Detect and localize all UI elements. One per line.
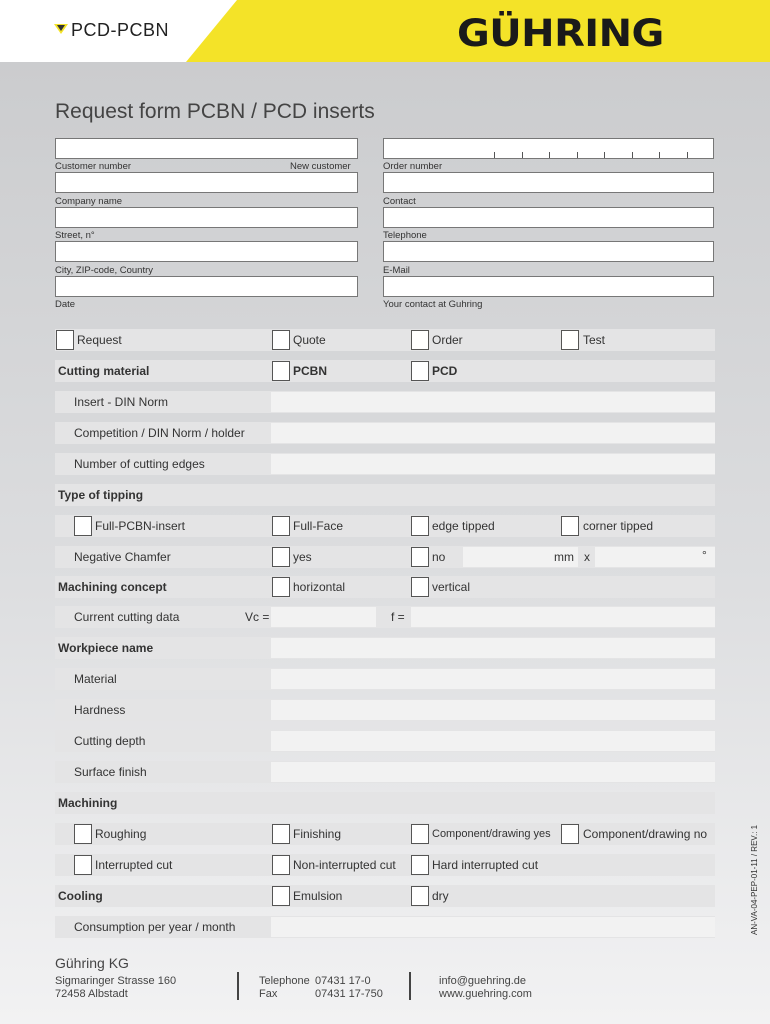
telephone-label: Telephone	[383, 230, 427, 241]
workpiece-label: Workpiece name	[58, 641, 154, 655]
interrupted-cut-label: Interrupted cut	[95, 858, 173, 872]
pcd-label: PCD	[432, 364, 458, 378]
non-interrupted-checkbox[interactable]	[272, 855, 290, 875]
email-field[interactable]	[383, 241, 714, 262]
footer-address	[55, 975, 176, 1001]
footer-street: Sigmaringer Strasse 160	[55, 975, 177, 987]
contact-label: Contact	[383, 196, 416, 207]
customer-number-field[interactable]	[55, 138, 358, 159]
machining-header-row	[55, 792, 715, 814]
email-label: E-Mail	[383, 265, 410, 276]
contact-field[interactable]	[383, 172, 714, 193]
footer-city: 72458 Albstadt	[55, 988, 128, 1000]
dry-checkbox[interactable]	[411, 886, 429, 906]
cutting-material-row	[55, 360, 715, 382]
customer-number-label: Customer number	[55, 161, 132, 172]
cooling-row	[55, 885, 715, 907]
competition-input[interactable]	[271, 423, 715, 443]
chamfer-mm-unit: mm	[554, 550, 574, 564]
footer-fax-label: Fax	[259, 988, 278, 1000]
footer-fax: 07431 17-750	[315, 988, 383, 1000]
material-input[interactable]	[271, 669, 715, 689]
company-name-field[interactable]	[55, 172, 358, 193]
order-number-label: Order number	[383, 161, 443, 172]
street-label: Street, n°	[55, 230, 95, 241]
footer-email[interactable]: info@guehring.de	[439, 975, 527, 987]
footer-tel: 07431 17-0	[315, 975, 371, 987]
corner-tipped-checkbox[interactable]	[561, 516, 579, 536]
new-customer-label: New customer	[290, 161, 351, 172]
workpiece-input[interactable]	[271, 638, 715, 658]
footer-website[interactable]: www.guehring.com	[439, 988, 532, 1000]
full-pcbn-label: Full-PCBN-insert	[95, 519, 186, 533]
full-face-checkbox[interactable]	[272, 516, 290, 536]
chamfer-x-label: x	[584, 550, 590, 564]
chamfer-no-label: no	[432, 550, 446, 564]
emulsion-checkbox[interactable]	[272, 886, 290, 906]
footer-phone-values	[315, 975, 383, 1001]
test-label: Test	[583, 333, 606, 347]
f-input[interactable]	[411, 607, 715, 627]
finishing-label: Finishing	[293, 827, 342, 841]
footer-divider-1	[237, 972, 239, 1000]
cutting-material-label: Cutting material	[58, 364, 150, 378]
order-checkbox[interactable]	[411, 330, 429, 350]
header	[0, 0, 770, 62]
chamfer-no-checkbox[interactable]	[411, 547, 429, 567]
component-yes-label: Component/drawing yes	[432, 828, 551, 840]
component-no-checkbox[interactable]	[561, 824, 579, 844]
vertical-label: vertical	[432, 580, 471, 594]
machining-concept-label: Machining concept	[58, 580, 167, 594]
page-title: Request form PCBN / PCD inserts	[55, 100, 375, 123]
order-number-field[interactable]	[383, 138, 714, 159]
order-number-ticks	[384, 152, 713, 158]
cutting-edges-label: Number of cutting edges	[74, 457, 205, 471]
surface-finish-input[interactable]	[271, 762, 715, 782]
cutting-data-label: Current cutting data	[74, 610, 180, 624]
pcd-pcbn-logo: PCD-PCBN	[54, 20, 169, 41]
chamfer-label: Negative Chamfer	[74, 550, 171, 564]
triangle-logo-icon	[54, 24, 68, 34]
vertical-checkbox[interactable]	[411, 577, 429, 597]
interrupted-cut-checkbox[interactable]	[74, 855, 92, 875]
hard-interrupted-label: Hard interrupted cut	[432, 858, 539, 872]
edge-tipped-label: edge tipped	[432, 519, 495, 533]
consumption-input[interactable]	[271, 917, 715, 937]
non-interrupted-label: Non-interrupted cut	[293, 858, 396, 872]
machining-label: Machining	[58, 796, 118, 810]
cutting-edges-input[interactable]	[271, 454, 715, 474]
vc-input[interactable]	[271, 607, 376, 627]
finishing-checkbox[interactable]	[272, 824, 290, 844]
competition-label: Competition / DIN Norm / holder	[74, 426, 245, 440]
telephone-field[interactable]	[383, 207, 714, 228]
quote-checkbox[interactable]	[272, 330, 290, 350]
component-yes-checkbox[interactable]	[411, 824, 429, 844]
edge-tipped-checkbox[interactable]	[411, 516, 429, 536]
hard-interrupted-checkbox[interactable]	[411, 855, 429, 875]
cutting-depth-label: Cutting depth	[74, 734, 146, 748]
vc-label: Vc =	[245, 610, 270, 624]
hardness-input[interactable]	[271, 700, 715, 720]
pcd-checkbox[interactable]	[411, 361, 429, 381]
test-checkbox[interactable]	[561, 330, 579, 350]
dry-label: dry	[432, 889, 449, 903]
corner-tipped-label: corner tipped	[583, 519, 654, 533]
chamfer-yes-label: yes	[293, 550, 312, 564]
request-type-row	[55, 329, 715, 351]
guhring-logo: GÜHRING	[457, 12, 664, 55]
emulsion-label: Emulsion	[293, 889, 343, 903]
date-label: Date	[55, 299, 76, 310]
f-label: f =	[391, 610, 405, 624]
roughing-label: Roughing	[95, 827, 147, 841]
pcbn-checkbox[interactable]	[272, 361, 290, 381]
request-label: Request	[77, 333, 122, 347]
city-field[interactable]	[55, 241, 358, 262]
tipping-label: Type of tipping	[58, 488, 144, 502]
footer-phone-labels	[259, 975, 310, 1001]
company-name-label: Company name	[55, 196, 123, 207]
chamfer-angle-input[interactable]	[595, 547, 715, 567]
document-code: AN-VA-04-PEP-01-11 / REV.: 1	[750, 824, 759, 935]
hardness-label: Hardness	[74, 703, 126, 717]
header-yellow-diagonal	[186, 0, 237, 62]
chamfer-degree-unit: °	[702, 548, 707, 562]
pcbn-label: PCBN	[293, 364, 328, 378]
full-face-label: Full-Face	[293, 519, 344, 533]
footer-divider-2	[409, 972, 411, 1000]
quote-label: Quote	[293, 333, 326, 347]
footer-web	[439, 975, 532, 1001]
order-label: Order	[432, 333, 463, 347]
horizontal-checkbox[interactable]	[272, 577, 290, 597]
your-contact-label: Your contact at Guhring	[383, 299, 483, 310]
city-label: City, ZIP-code, Country	[55, 265, 154, 276]
roughing-checkbox[interactable]	[74, 824, 92, 844]
insert-din-input[interactable]	[271, 392, 715, 412]
surface-finish-label: Surface finish	[74, 765, 147, 779]
footer-company: Gühring KG	[55, 955, 129, 971]
full-pcbn-checkbox[interactable]	[74, 516, 92, 536]
tipping-header-row	[55, 484, 715, 506]
street-field[interactable]	[55, 207, 358, 228]
consumption-label: Consumption per year / month	[74, 920, 236, 934]
footer-tel-label: Telephone	[259, 975, 310, 987]
date-field[interactable]	[55, 276, 358, 297]
component-no-label: Component/drawing no	[583, 827, 708, 841]
your-contact-field[interactable]	[383, 276, 714, 297]
material-label: Material	[74, 672, 117, 686]
cooling-label: Cooling	[58, 889, 103, 903]
chamfer-yes-checkbox[interactable]	[272, 547, 290, 567]
insert-din-label: Insert - DIN Norm	[74, 395, 169, 409]
request-checkbox[interactable]	[56, 330, 74, 350]
cutting-depth-input[interactable]	[271, 731, 715, 751]
horizontal-label: horizontal	[293, 580, 346, 594]
